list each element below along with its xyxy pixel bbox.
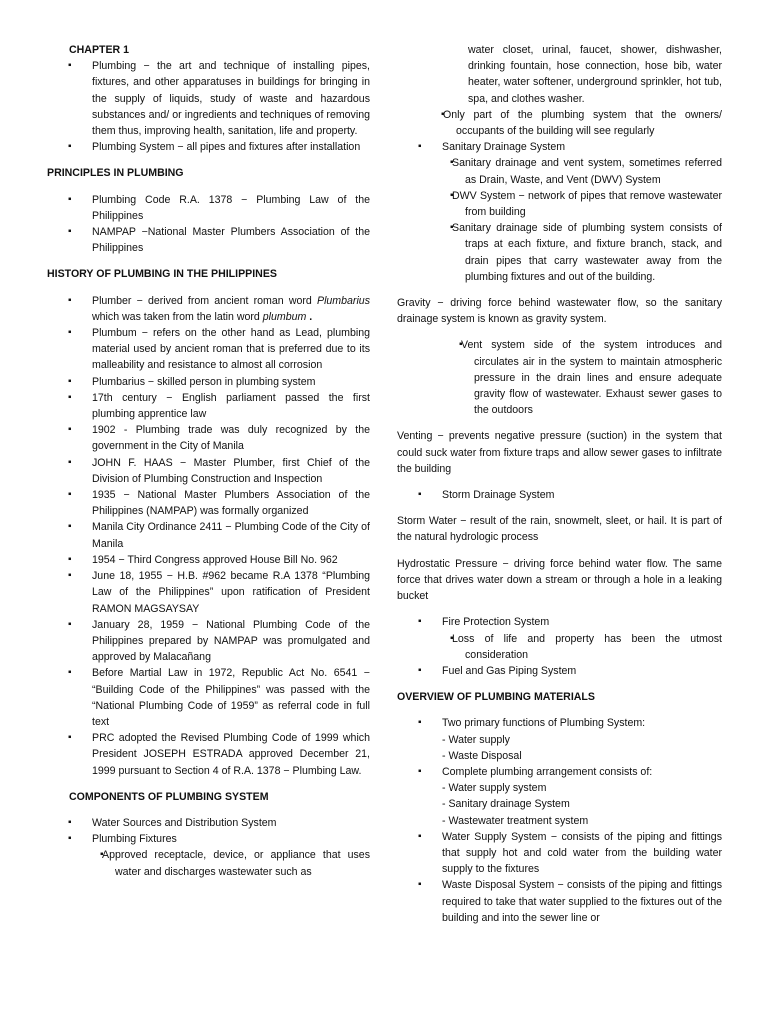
- list-item: ▪ 17th century − English parliament passed the first plumbing apprentice law: [47, 390, 370, 422]
- left-column: [47, 42, 370, 880]
- list-item: ▪ Plumbing − the art and technique of installing pipes, fixtures, and other apparatuses in buildings for bringing in the supply of liquids, study of waste and hazardous substances and/ or ingredients and techniques of removing them thus, improving health, sanitation, life and property.: [47, 58, 370, 139]
- chapter-title: CHAPTER 1: [69, 44, 130, 56]
- section-heading-principles: PRINCIPLES IN PLUMBING: [47, 167, 184, 180]
- vent-list: [397, 337, 722, 418]
- list-item: ▪ Waste Disposal System − consists of the piping and fittings required to take that water supplied to the fixtures out of the building and into the sewer line or: [397, 877, 722, 926]
- italic-term: plumbum: [262, 310, 307, 323]
- list-item: ▪ Fire Protection System: [397, 614, 722, 630]
- italic-term: Plumbarius: [317, 294, 370, 307]
- list-item: ▪ Sanitary Drainage System: [397, 139, 722, 155]
- list-item: ▪ Complete plumbing arrangement consists of:: [397, 764, 722, 780]
- list-item: ▪ Plumbarius − skilled person in plumbing system: [47, 374, 370, 390]
- venting-paragraph: Venting − prevents negative pressure (suction) in the system that could suck water from fixture traps and allow sewer gases to infiltrate the building: [397, 430, 722, 475]
- intro-list: [47, 58, 370, 155]
- fire-fuel-list: [397, 614, 722, 679]
- list-item: ▪ January 28, 1959 − National Plumbing Code of the Philippines prepared by NAMPAP was promulgated and approved by Malacañang: [47, 617, 370, 666]
- list-item: ▪ Plumbing System − all pipes and fixtures after installation: [47, 139, 370, 155]
- list-item: ▪ 1954 − Third Congress approved House Bill No. 962: [47, 552, 370, 568]
- continued-text: water closet, urinal, faucet, shower, dishwasher, drinking fountain, hose connection, hose bib, water heater, water softener, underground sprinkler, hot tub, spa, and clothes washer.: [468, 44, 722, 105]
- list-item: ▪ Storm Drainage System: [397, 487, 722, 503]
- history-list: [47, 293, 370, 779]
- list-item: ▪ Manila City Ordinance 2411 − Plumbing Code of the City of Manila: [47, 519, 370, 551]
- text-run: .: [306, 310, 313, 323]
- section-heading-history: HISTORY OF PLUMBING IN THE PHILIPPINES: [47, 268, 277, 281]
- sub-list-item: ▪ Sanitary drainage side of plumbing system consists of traps at each fixture, and fixture branch, stack, and drain pipes that carry wastewater away from the plumbing fixtures and out of the building.: [446, 220, 722, 285]
- sub-list-item: ▪ Only part of the plumbing system that the owners/ occupants of the building will see regularly: [437, 107, 722, 139]
- list-item: ▪ Two primary functions of Plumbing System:: [397, 715, 722, 731]
- overview-list: [397, 715, 722, 926]
- components-list: [47, 815, 370, 880]
- storm-water-paragraph: Storm Water − result of the rain, snowmelt, sleet, or hail. It is part of the natural hydrologic process: [397, 515, 722, 544]
- text-run: Plumber − derived from ancient roman word: [92, 294, 317, 307]
- dash-item: - Water supply: [442, 733, 510, 746]
- list-item: ▪ Plumbum − refers on the other hand as Lead, plumbing material used by ancient roman that is preferred due to its malleability and resistance to almost all corrosion: [47, 325, 370, 374]
- gravity-paragraph: Gravity − driving force behind wastewater flow, so the sanitary drainage system is known as gravity system.: [397, 297, 722, 326]
- principles-list: [47, 192, 370, 257]
- list-item: ▪ Fuel and Gas Piping System: [397, 663, 722, 679]
- hydrostatic-paragraph: Hydrostatic Pressure − driving force behind water flow. The same force that drives water down a stream or through a hole in a leaking bucket: [397, 557, 722, 603]
- text-run: which was taken from the latin word: [92, 310, 263, 323]
- dash-item: - Waste Disposal: [442, 749, 522, 762]
- list-item: ▪ Before Martial Law in 1972, Republic Act No. 6541 − “Building Code of the Philippines” was passed with the “National Plumbing Code of 1959” as referral code in full text: [47, 665, 370, 730]
- list-item: ▪ Water Sources and Distribution System: [47, 815, 370, 831]
- sub-list-item: ▪ Approved receptacle, device, or appliance that uses water and discharges wastewater such as: [96, 847, 370, 879]
- dash-item: - Water supply system: [442, 782, 547, 795]
- sub-list-item: ▪ DWV System − network of pipes that remove wastewater from building: [446, 188, 722, 220]
- section-heading-components: COMPONENTS OF PLUMBING SYSTEM: [69, 790, 269, 803]
- list-item: ▪ NAMPAP −National Master Plumbers Association of the Philippines: [47, 224, 370, 256]
- list-item: ▪ JOHN F. HAAS − Master Plumber, first Chief of the Division of Plumbing Construction and Inspection: [47, 455, 370, 487]
- sub-list-item: ▪ Loss of life and property has been the utmost consideration: [446, 631, 722, 663]
- list-item: [47, 293, 370, 325]
- dash-item: - Wastewater treatment system: [442, 814, 589, 827]
- list-item: ▪ 1935 − National Master Plumbers Association of the Philippines (NAMPAP) was formally organized: [47, 487, 370, 519]
- list-item: ▪ Plumbing Fixtures: [47, 831, 370, 847]
- dash-item: - Sanitary drainage System: [442, 798, 570, 811]
- fixtures-continued: [397, 42, 722, 285]
- list-item: ▪ 1902 - Plumbing trade was duly recognized by the government in the City of Manila: [47, 422, 370, 454]
- right-column: [397, 42, 722, 926]
- list-item: ▪ Water Supply System − consists of the piping and fittings that supply hot and cold water from the building water supply to the fixtures: [397, 829, 722, 878]
- list-item: ▪ Plumbing Code R.A. 1378 − Plumbing Law of the Philippines: [47, 192, 370, 224]
- sub-list-item: ▪ Sanitary drainage and vent system, sometimes referred as Drain, Waste, and Vent (DWV) System: [446, 155, 722, 187]
- section-heading-overview: OVERVIEW OF PLUMBING MATERIALS: [397, 691, 595, 704]
- list-item: ▪ June 18, 1955 − H.B. #962 became R.A 1378 “Plumbing Law of the Philippines” upon ratification of President RAMON MAGSAYSAY: [47, 568, 370, 617]
- list-item: ▪ PRC adopted the Revised Plumbing Code of 1999 which President JOSEPH ESTRADA approved December 21, 1999 pursuant to Section 4 of R.A. 1378 − Plumbing Law.: [47, 730, 370, 779]
- storm-list: [397, 487, 722, 503]
- sub-list-item: ▪ Vent system side of the system introduces and circulates air in the system to maintain atmospheric pressure in the drain lines and ensure adequate gravity flow of wastewater. Exhaust sewer gases to the outdoors: [455, 337, 722, 418]
